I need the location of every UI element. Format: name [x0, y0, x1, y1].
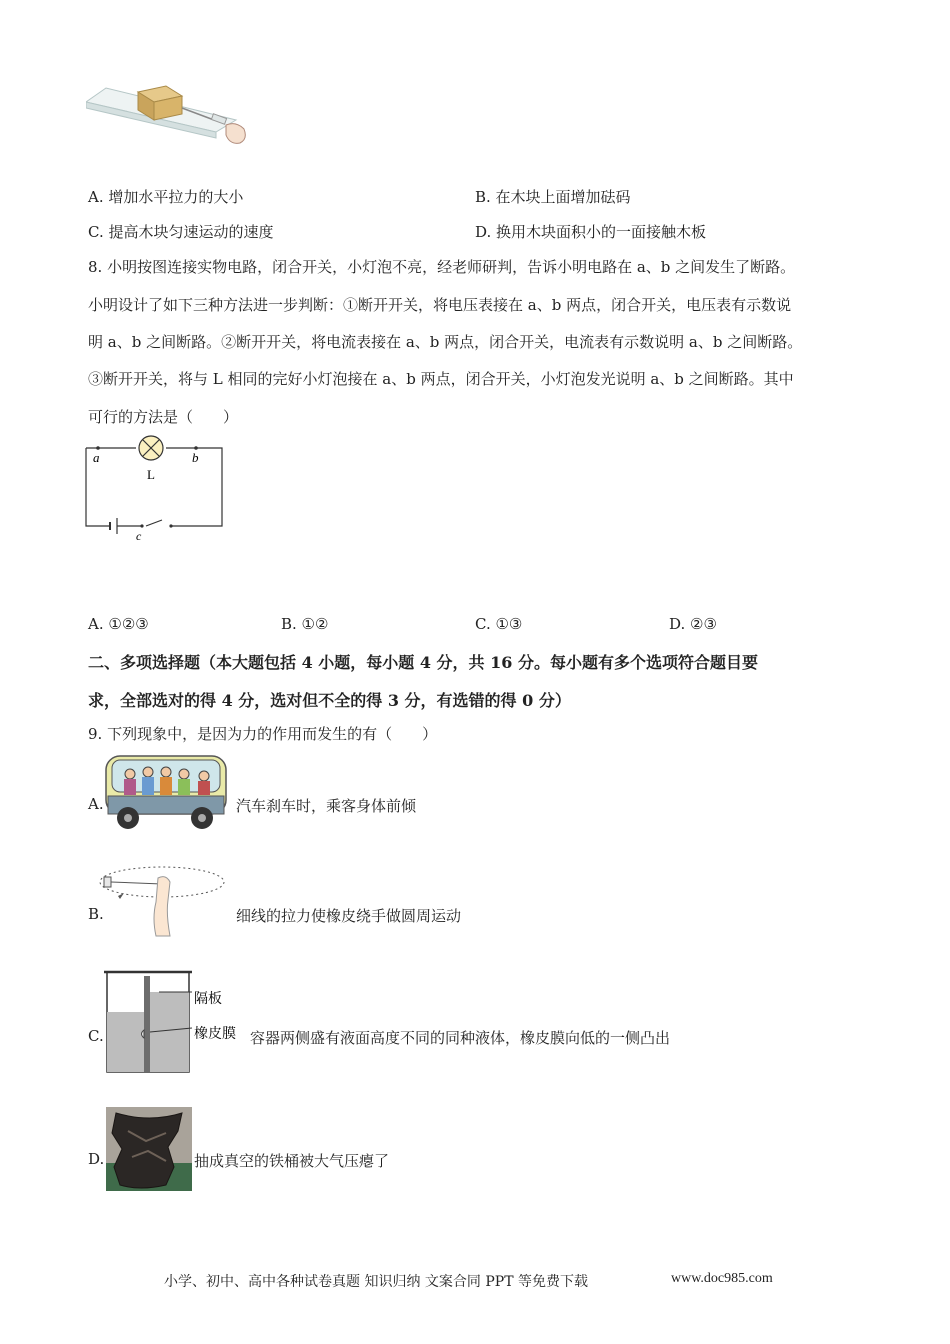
circuit-label-b: b — [192, 450, 199, 465]
q9-container-image — [104, 968, 246, 1076]
q9-bus-image — [104, 752, 228, 832]
q9-crushed-barrel-image — [106, 1107, 192, 1191]
q9-label-membrane: 橡皮膜 — [194, 1026, 236, 1042]
q8-stem-line-2: 小明设计了如下三种方法进一步判断：①断开开关，将电压表接在 a、b 两点，闭合开关，电压表有示数说 — [88, 296, 792, 314]
q8-option-d: D. ②③ — [669, 615, 717, 633]
q8-stem-line-4: ③断开开关，将与 L 相同的完好小灯泡接在 a、b 两点，闭合开关，小灯泡发光说明 a、b 之间断路。其中 — [88, 370, 794, 388]
q7-block-figure — [86, 70, 256, 155]
q9-option-d-text: 抽成真空的铁桶被大气压瘪了 — [194, 1152, 390, 1170]
footer-text: 小学、初中、高中各种试卷真题 知识归纳 文案合同 PPT 等免费下载 — [164, 1274, 588, 1290]
q7-option-a: A. 增加水平拉力的大小 — [88, 188, 244, 206]
q9-option-b-letter: B. — [88, 905, 104, 923]
q9-option-a-text: 汽车刹车时，乘客身体前倾 — [236, 797, 417, 815]
circuit-label-lamp: L — [147, 467, 155, 482]
q8-stem-line-3: 明 a、b 之间断路。②断开开关，将电流表接在 a、b 两点，闭合开关，电流表有示数说明 a、b 之间断路。 — [88, 333, 803, 351]
section2-heading-line-1: 二、多项选择题（本大题包括 4 小题，每小题 4 分，共 16 分。每小题有多个选项符合题目要 — [88, 653, 758, 672]
q9-option-b-text: 细线的拉力使橡皮绕手做圆周运动 — [236, 907, 462, 925]
q9-stem: 9. 下列现象中，是因为力的作用而发生的有（ ） — [88, 725, 438, 743]
q7-option-d: D. 换用木块面积小的一面接触木板 — [475, 223, 707, 241]
circuit-label-a: a — [93, 450, 100, 465]
q9-option-d-letter: D. — [88, 1150, 105, 1168]
q9-option-c-letter: C. — [88, 1027, 104, 1045]
q7-option-c: C. 提高木块匀速运动的速度 — [88, 223, 274, 241]
q7-option-b: B. 在木块上面增加砝码 — [475, 188, 631, 206]
q9-rubber-circle-image — [98, 862, 230, 940]
q9-label-partition: 隔板 — [194, 991, 222, 1007]
section2-heading-line-2: 求，全部选对的得 4 分，选对但不全的得 3 分，有选错的得 0 分） — [88, 691, 571, 710]
q8-option-b: B. ①② — [281, 615, 329, 633]
q8-stem-line-1: 8. 小明按图连接实物电路，闭合开关，小灯泡不亮，经老师研判，告诉小明电路在 a、b 之间发生了断路。 — [88, 258, 796, 276]
footer-url[interactable]: www.doc985.com — [671, 1271, 773, 1286]
q8-option-c: C. ①③ — [475, 615, 523, 633]
q8-option-a: A. ①②③ — [88, 615, 149, 633]
circuit-label-c: c — [136, 529, 142, 543]
q9-option-c-text: 容器两侧盛有液面高度不同的同种液体，橡皮膜向低的一侧凸出 — [250, 1029, 671, 1047]
q9-option-a-letter: A. — [88, 795, 104, 813]
q8-circuit-diagram — [84, 432, 229, 547]
q8-stem-line-5: 可行的方法是（ ） — [88, 408, 239, 426]
